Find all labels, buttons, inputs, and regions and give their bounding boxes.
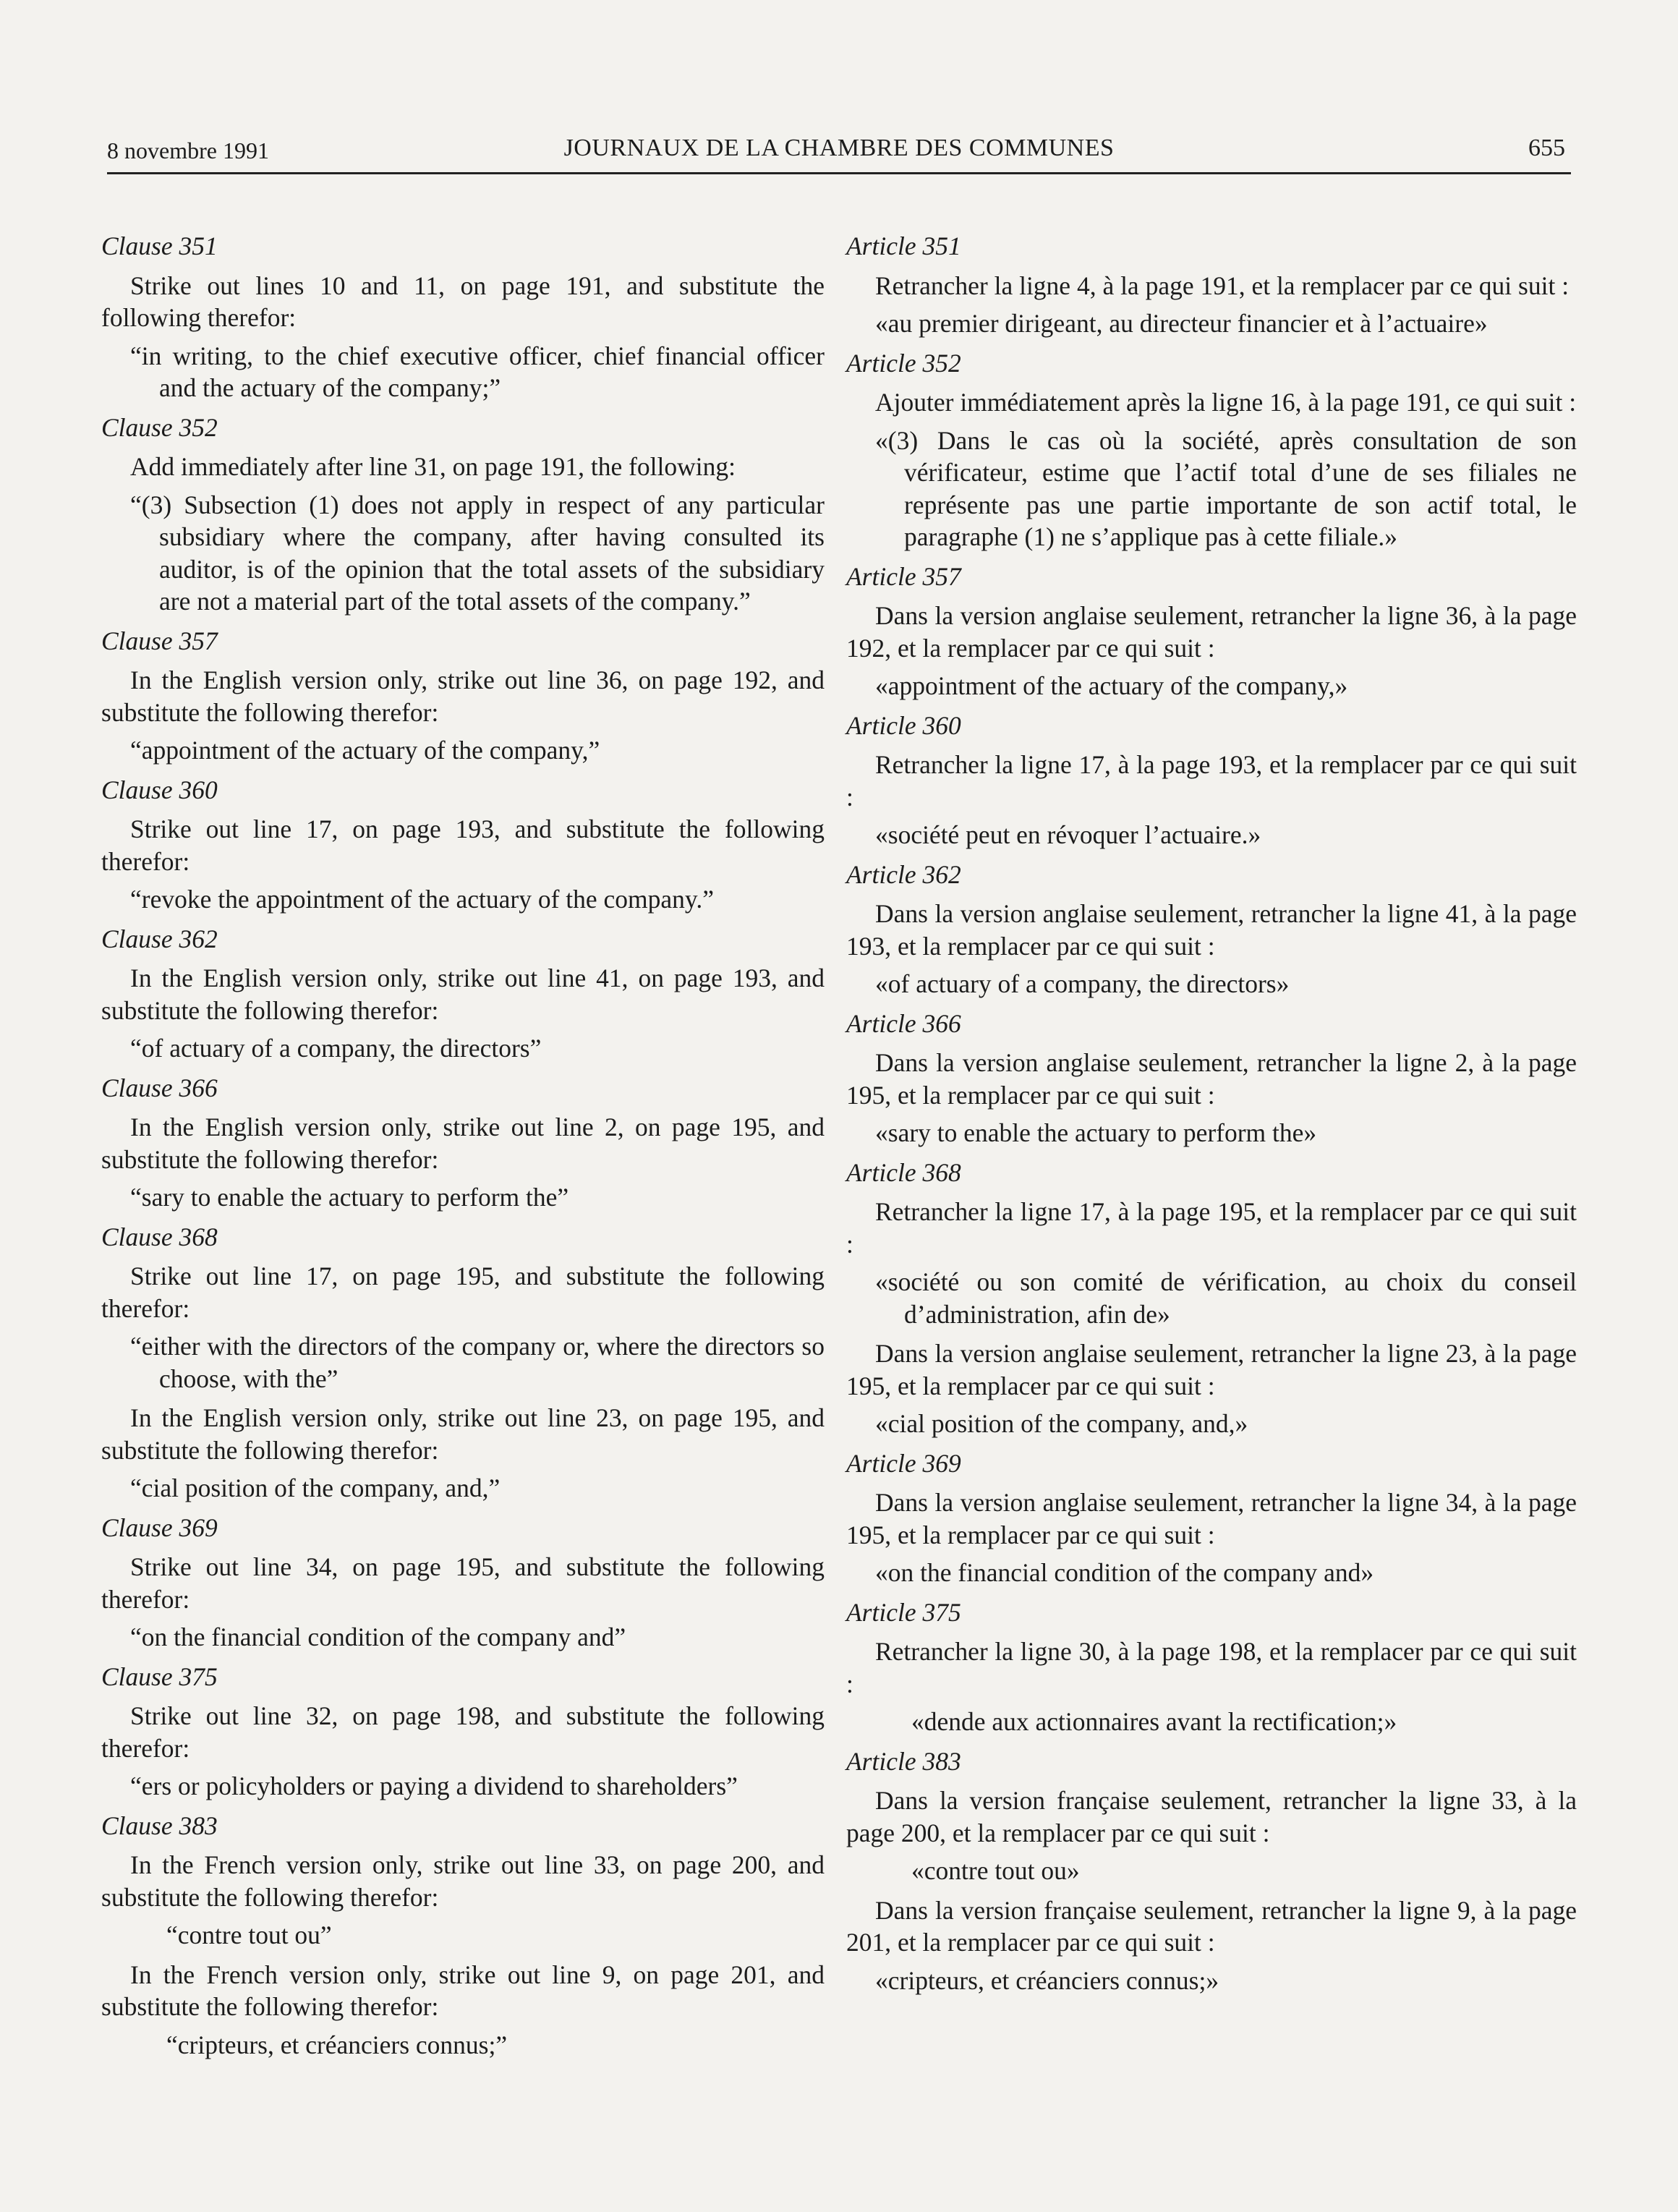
page-number: 655 (1528, 135, 1565, 161)
replacement-text: “contre tout ou” (166, 1920, 332, 1949)
replacement-text: «au premier dirigeant, au directeur financier et à l’actuaire» (875, 309, 1488, 338)
clause-heading: Clause 368 (101, 1222, 218, 1251)
clause-heading: Clause 383 (101, 1811, 218, 1840)
replacement-text: «sary to enable the actuary to perform the» (875, 1118, 1317, 1147)
amendment-instruction: Strike out line 32, on page 198, and substitute the following therefor: (101, 1701, 825, 1763)
amendment-instruction: In the English version only, strike out line 41, on page 193, and substitute the following therefor: (101, 964, 825, 1025)
amendment-instruction: In the English version only, strike out line 23, on page 195, and substitute the following therefor: (101, 1403, 825, 1465)
clause-heading: Article 383 (846, 1746, 961, 1776)
amendment-instruction: Ajouter immédiatement après la ligne 16, à la page 191, ce qui suit : (875, 388, 1577, 417)
amendment-instruction: In the English version only, strike out line 36, on page 192, and substitute the following therefor: (101, 665, 825, 727)
amendment-section (846, 347, 1577, 553)
amendment-instruction: Dans la version anglaise seulement, retrancher la ligne 2, à la page 195, et la remplacer par ce qui suit : (846, 1048, 1577, 1110)
clause-heading: Clause 375 (101, 1662, 218, 1691)
replacement-text: «dende aux actionnaires avant la rectification;» (911, 1707, 1397, 1736)
clause-heading: Article 366 (846, 1008, 961, 1038)
amendment-section (101, 1221, 825, 1505)
amendment-section (101, 1512, 825, 1654)
replacement-text: “ers or policyholders or paying a dividend to shareholders” (130, 1771, 738, 1800)
replacement-text: “either with the directors of the company or, where the directors so choose, with the” (130, 1332, 825, 1393)
clause-heading: Article 352 (846, 348, 961, 378)
amendment-instruction: Dans la version anglaise seulement, retrancher la ligne 41, à la page 193, et la remplacer par ce qui suit : (846, 899, 1577, 961)
clause-heading: Article 362 (846, 859, 961, 889)
amendment-instruction: Retrancher la ligne 17, à la page 195, et la remplacer par ce qui suit : (846, 1197, 1577, 1259)
replacement-text: «cial position of the company, and,» (875, 1409, 1248, 1438)
amendment-instruction: Dans la version anglaise seulement, retrancher la ligne 34, à la page 195, et la remplacer par ce qui suit : (846, 1488, 1577, 1549)
amendment-section (101, 1661, 825, 1803)
amendment-instruction: Strike out line 34, on page 195, and substitute the following therefor: (101, 1552, 825, 1614)
clause-heading: Clause 366 (101, 1073, 218, 1102)
replacement-text: «société ou son comité de vérification, au choix du conseil d’administration, afin de» (875, 1267, 1577, 1329)
amendment-section (846, 1745, 1577, 1997)
replacement-text: «cripteurs, et créanciers connus;» (875, 1965, 1219, 1995)
header-date: 8 novembre 1991 (107, 137, 269, 163)
replacement-text: «contre tout ou» (911, 1856, 1080, 1885)
amendment-instruction: Add immediately after line 31, on page 191, the following: (130, 452, 736, 481)
english-column (101, 230, 825, 2068)
clause-heading: Article 360 (846, 710, 961, 740)
amendment-section (101, 1072, 825, 1214)
amendment-section (846, 710, 1577, 851)
amendment-section (846, 859, 1577, 1000)
clause-heading: Clause 351 (101, 231, 218, 260)
amendment-instruction: Retrancher la ligne 30, à la page 198, et la remplacer par ce qui suit : (846, 1637, 1577, 1698)
amendment-section (846, 230, 1577, 340)
header-rule (107, 172, 1571, 174)
replacement-text: “in writing, to the chief executive officer, chief financial officer and the actuary of the company;” (130, 341, 825, 402)
amendment-instruction: Retrancher la ligne 4, à la page 191, et la remplacer par ce qui suit : (875, 271, 1570, 300)
amendment-section (846, 1596, 1577, 1738)
amendment-instruction: Dans la version française seulement, retrancher la ligne 33, à la page 200, et la remplacer par ce qui suit : (846, 1786, 1577, 1847)
amendment-section (846, 1447, 1577, 1589)
amendment-section (846, 561, 1577, 702)
replacement-text: «on the financial condition of the company and» (875, 1558, 1374, 1587)
amendment-section (101, 923, 825, 1065)
amendment-section (101, 774, 825, 916)
header-journal-title: JOURNAUX DE LA CHAMBRE DES COMMUNES (563, 135, 1115, 161)
page-header (107, 135, 1571, 171)
replacement-text: “revoke the appointment of the actuary of the company.” (130, 885, 714, 914)
amendment-instruction: Strike out line 17, on page 193, and substitute the following therefor: (101, 814, 825, 876)
amendment-section (846, 1008, 1577, 1149)
amendment-section (101, 230, 825, 404)
clause-heading: Article 357 (846, 561, 961, 591)
replacement-text: “of actuary of a company, the directors” (130, 1034, 542, 1063)
amendment-section (101, 412, 825, 618)
clause-heading: Article 375 (846, 1597, 961, 1627)
replacement-text: “appointment of the actuary of the company,” (130, 736, 600, 765)
amendment-instruction: Retrancher la ligne 17, à la page 193, et la remplacer par ce qui suit : (846, 750, 1577, 812)
amendment-instruction: In the English version only, strike out line 2, on page 195, and substitute the following therefor: (101, 1113, 825, 1174)
clause-heading: Article 369 (846, 1448, 961, 1478)
replacement-text: «(3) Dans le cas où la société, après consultation de son vérificateur, estime que l’actif total d’une de ses filiales ne représente pas une partie importante de son actif total, le paragraphe (1) ne s’applique pas à cette filiale.» (875, 425, 1577, 551)
clause-heading: Clause 369 (101, 1513, 218, 1542)
replacement-text: “sary to enable the actuary to perform the” (130, 1183, 569, 1212)
french-column (846, 230, 1577, 2004)
replacement-text: «of actuary of a company, the directors» (875, 969, 1290, 998)
amendment-instruction: Dans la version française seulement, retrancher la ligne 9, à la page 201, et la remplacer par ce qui suit : (846, 1895, 1577, 1957)
amendment-instruction: Dans la version anglaise seulement, retrancher la ligne 23, à la page 195, et la remplacer par ce qui suit : (846, 1339, 1577, 1400)
clause-heading: Clause 357 (101, 626, 218, 655)
amendment-section (846, 1157, 1577, 1440)
amendment-section (101, 1810, 825, 2062)
replacement-text: «appointment of the actuary of the company,» (875, 671, 1348, 700)
replacement-text: «société peut en révoquer l’actuaire.» (875, 820, 1261, 849)
amendment-section (101, 625, 825, 767)
amendment-instruction: In the French version only, strike out line 33, on page 200, and substitute the following therefor: (101, 1850, 825, 1912)
amendment-instruction: In the French version only, strike out line 9, on page 201, and substitute the following therefor: (101, 1960, 825, 2021)
clause-heading: Clause 362 (101, 924, 218, 953)
amendment-instruction: Dans la version anglaise seulement, retrancher la ligne 36, à la page 192, et la remplacer par ce qui suit : (846, 601, 1577, 663)
amendment-instruction: Strike out line 17, on page 195, and substitute the following therefor: (101, 1262, 825, 1323)
replacement-text: “on the financial condition of the company and” (130, 1622, 626, 1651)
clause-heading: Article 351 (846, 231, 961, 260)
clause-heading: Article 368 (846, 1157, 961, 1187)
replacement-text: “cial position of the company, and,” (130, 1473, 501, 1502)
clause-heading: Clause 360 (101, 775, 218, 804)
amendment-instruction: Strike out lines 10 and 11, on page 191, and substitute the following therefor: (101, 271, 825, 332)
replacement-text: “cripteurs, et créanciers connus;” (166, 2030, 508, 2059)
replacement-text: “(3) Subsection (1) does not apply in respect of any particular subsidiary where the company, after having consulted its auditor, is of the opinion that the total assets of the subsidiary are not a material part of the total assets of the company.” (130, 490, 825, 616)
clause-heading: Clause 352 (101, 412, 218, 442)
